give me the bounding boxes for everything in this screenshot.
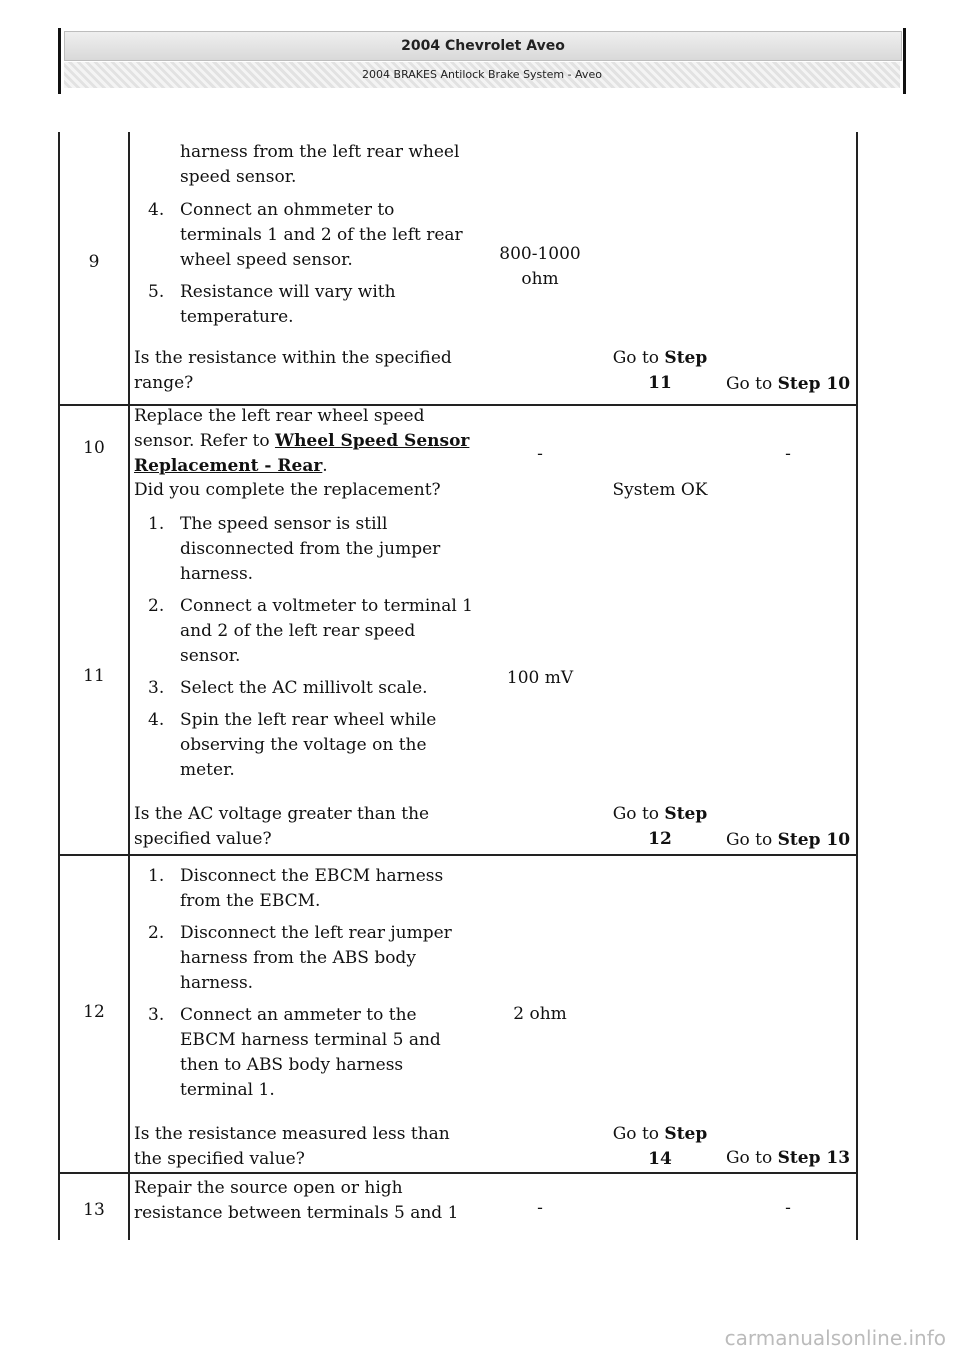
list-item: 2. Connect a voltmeter to terminal 1 and 2 of the left rear speed sensor. — [148, 596, 473, 666]
list-item: 3. Select the AC millivolt scale. — [148, 678, 428, 698]
spec-value: - — [537, 1198, 543, 1218]
table-row-10 — [58, 404, 858, 500]
no-cell — [720, 404, 858, 500]
no-cell — [720, 500, 858, 854]
action-text: Repair the source open or high resistance between terminals 5 and 1 — [134, 1178, 459, 1223]
header-subtitle: 2004 BRAKES Antilock Brake System - Aveo — [362, 68, 602, 81]
no-action: - — [785, 1198, 791, 1218]
action-cell — [128, 1174, 480, 1240]
list-item: 1. Disconnect the EBCM harness from the EBCM. — [148, 866, 444, 911]
header-title-bar — [64, 31, 902, 61]
no-action[interactable]: Go to Step 10 — [725, 830, 851, 850]
question-text: Is the resistance measured less than the specified value? — [134, 1124, 450, 1169]
yes-action: System OK — [612, 480, 708, 500]
no-action: - — [785, 444, 791, 464]
list-item: 5. Resistance will vary with temperature. — [148, 282, 396, 327]
yes-cell — [600, 404, 720, 500]
yes-action[interactable]: Go to Step 11 — [612, 348, 708, 393]
table-row-9 — [58, 132, 858, 406]
question-text: Did you complete the replacement? — [134, 480, 441, 500]
table-row-13 — [58, 1174, 858, 1240]
no-cell — [720, 1174, 858, 1240]
header-left-rule — [58, 28, 61, 94]
value-cell — [480, 856, 600, 1172]
step-cell — [58, 500, 130, 854]
step-cell — [58, 856, 130, 1172]
step-text-continued: harness from the left rear wheel speed sensor. — [180, 142, 460, 187]
list-item: 4. Spin the left rear wheel while observing the voltage on the meter. — [148, 710, 437, 780]
no-cell — [720, 132, 858, 404]
action-cell — [128, 856, 480, 1172]
watermark: carmanualsonline.info — [724, 1326, 946, 1350]
no-action[interactable]: Go to Step 13 — [725, 1148, 851, 1168]
list-item: 1. The speed sensor is still disconnected from the jumper harness. — [148, 514, 441, 584]
question-text: Is the resistance within the specified range? — [134, 348, 452, 393]
header-title: 2004 Chevrolet Aveo — [401, 38, 565, 54]
list-item: 2. Disconnect the left rear jumper harness from the ABS body harness. — [148, 923, 452, 993]
value-cell — [480, 1174, 600, 1240]
list-item: 4. Connect an ohmmeter to terminals 1 and 2 of the left rear wheel speed sensor. — [148, 200, 463, 270]
action-cell — [128, 132, 480, 404]
yes-action[interactable]: Go to Step 14 — [612, 1124, 708, 1169]
spec-value: 800-1000 ohm — [499, 244, 581, 289]
wheel-speed-sensor-link[interactable]: Wheel Speed Sensor Replacement - Rear — [134, 431, 470, 476]
step-cell — [58, 1174, 130, 1240]
spec-value: 2 ohm — [513, 1004, 567, 1024]
step-number: 11 — [83, 666, 105, 686]
value-cell — [480, 404, 600, 500]
yes-cell — [600, 500, 720, 854]
spec-value: - — [537, 444, 543, 464]
list-item: 3. Connect an ammeter to the EBCM harness terminal 5 and then to ABS body harness terminal 1. — [148, 1005, 441, 1100]
step-number: 12 — [83, 1002, 105, 1022]
header-right-rule — [903, 28, 906, 94]
step-number: 10 — [83, 438, 105, 458]
no-cell — [720, 856, 858, 1172]
no-action[interactable]: Go to Step 10 — [725, 374, 851, 394]
step-cell — [58, 404, 130, 500]
page-header — [58, 28, 906, 94]
value-cell — [480, 500, 600, 854]
action-cell — [128, 500, 480, 854]
spec-value: 100 mV — [506, 668, 574, 688]
yes-cell — [600, 856, 720, 1172]
table-row-11 — [58, 500, 858, 856]
yes-cell — [600, 1174, 720, 1240]
table-row-12 — [58, 856, 858, 1174]
step-cell — [58, 132, 130, 404]
value-cell — [480, 132, 600, 404]
action-cell — [128, 404, 480, 500]
yes-cell — [600, 132, 720, 404]
header-subtitle-bar — [64, 62, 900, 88]
yes-action[interactable]: Go to Step 12 — [612, 804, 708, 849]
question-text: Is the AC voltage greater than the specified value? — [134, 804, 430, 849]
step-number: 13 — [83, 1200, 105, 1220]
step-number: 9 — [88, 252, 100, 272]
action-text: Replace the left rear wheel speed sensor. Refer to Wheel Speed Sensor Replacement - Rear. — [134, 406, 470, 476]
